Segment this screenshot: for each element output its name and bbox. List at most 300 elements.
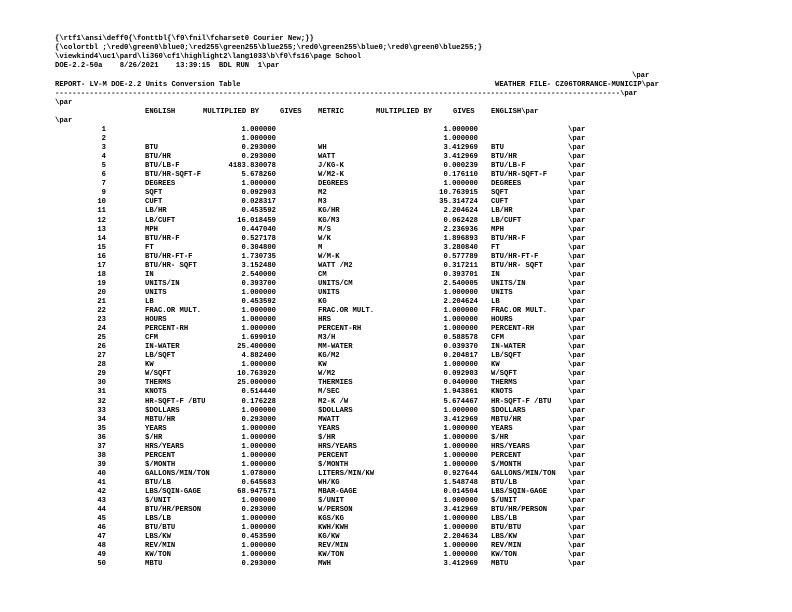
multiplier-2: 2.204634 [443, 533, 478, 542]
par-marker: \par [568, 352, 586, 361]
english-unit-back: BTU/HR/PERSON [491, 506, 548, 515]
rtf-header-line-2: {\colortbl ;\red0\green0\blue0;\red255\green255\blue255;\red0\green255\blue0;\red0\green0\blue255;} [55, 44, 483, 52]
multiplier-1: 0.453590 [241, 533, 276, 542]
multiplier-2: 2.540005 [443, 279, 478, 288]
par-marker: \par [568, 180, 586, 189]
english-unit: GALLONS/MIN/TON [145, 469, 210, 478]
multiplier-1: 1.000000 [241, 497, 276, 506]
report-title: REPORT- LV-M DOE-2.2 Units Conversion Table [55, 81, 241, 89]
english-unit-back: CFM [491, 334, 504, 343]
multiplier-1: 1.730735 [241, 252, 276, 261]
par-marker: \par [568, 216, 586, 225]
english-unit-back: PERCENT [491, 451, 522, 460]
par-marker: \par [568, 515, 586, 524]
multiplier-2: 1.000000 [443, 406, 478, 415]
par-marker: \par [568, 243, 586, 252]
multiplier-2: 2.204624 [443, 297, 478, 306]
multiplier-2: 0.039370 [443, 343, 478, 352]
multiplier-2: 0.577789 [443, 252, 478, 261]
row-index: 17 [97, 261, 106, 270]
row-index: 19 [97, 279, 106, 288]
par-marker: \par [568, 279, 586, 288]
par-marker: \par [568, 469, 586, 478]
col-metric: METRIC [318, 108, 344, 116]
multiplier-2: 1.000000 [443, 316, 478, 325]
english-unit-back: IN [491, 270, 500, 279]
english-unit-back: W/SQFT [491, 370, 517, 379]
english-unit: UNITS/IN [145, 279, 180, 288]
multiplier-2: 3.412969 [443, 153, 478, 162]
english-unit-back: KW/TON [491, 551, 517, 560]
par-marker: \par [568, 261, 586, 270]
english-unit-back: IN-WATER [491, 343, 526, 352]
metric-unit: M2 [318, 189, 327, 198]
english-unit: THERMS [145, 379, 171, 388]
english-unit: $/UNIT [145, 497, 171, 506]
multiplier-1: 1.000000 [241, 460, 276, 469]
english-unit: UNITS [145, 288, 167, 297]
metric-unit: KW/TON [318, 551, 344, 560]
english-unit: FRAC.OR MULT. [145, 307, 202, 315]
par-marker: \par [568, 370, 586, 379]
par-marker: \par [568, 297, 586, 306]
par-marker: \par [568, 270, 586, 279]
metric-unit: HRS/YEARS [318, 442, 357, 451]
row-index: 31 [97, 388, 106, 397]
row-index: 15 [97, 243, 106, 252]
english-unit-back: LB/CUFT [491, 216, 522, 225]
multiplier-2: 1.000000 [443, 180, 478, 189]
row-index: 1 [101, 126, 106, 134]
multiplier-2: 1.943861 [443, 388, 478, 397]
par-marker: \par [568, 153, 586, 162]
row-index: 28 [97, 361, 106, 370]
row-index: 2 [101, 135, 106, 144]
english-unit-back: $DOLLARS [491, 406, 526, 415]
multiplier-2: 1.000000 [443, 433, 478, 442]
multiplier-1: 0.293000 [241, 144, 276, 153]
multiplier-1: 1.000000 [241, 442, 276, 451]
multiplier-1: 4183.830078 [228, 162, 276, 171]
par-marker: \par [568, 415, 586, 424]
multiplier-1: 5.678260 [241, 171, 276, 180]
metric-unit: W/K [318, 234, 331, 243]
par-marker: \par [568, 497, 586, 506]
row-index: 16 [97, 252, 106, 261]
multiplier-1: 0.514440 [241, 388, 276, 397]
metric-unit: W/M2 [318, 370, 336, 379]
row-index: 18 [97, 270, 106, 279]
row-index: 35 [97, 424, 106, 433]
english-unit: LB/HR [145, 207, 167, 216]
par-marker: \par [568, 307, 586, 315]
par-marker: \par [568, 533, 586, 542]
run-info-line: DOE-2.2-50a 8/26/2021 13:39:15 BDL RUN 1\par [55, 62, 280, 70]
par-marker: \par [568, 252, 586, 261]
english-unit: BTU/HR- SQFT [145, 261, 197, 270]
par-marker: \par [568, 234, 586, 243]
multiplier-2: 0.062428 [443, 216, 478, 225]
metric-unit: REV/MIN [318, 542, 349, 551]
row-index: 39 [97, 460, 106, 469]
par-marker-before-rows: \par [55, 117, 73, 125]
row-index: 7 [101, 180, 106, 189]
english-unit-back: BTU/LB [491, 478, 517, 487]
english-unit-back: UNITS [491, 288, 513, 297]
english-unit-back: LBS/LB [491, 515, 517, 524]
english-unit-back: HOURS [491, 316, 513, 325]
english-unit: LB [145, 297, 154, 306]
row-index: 44 [97, 506, 106, 515]
multiplier-1: 0.447040 [241, 225, 276, 234]
english-unit-back: LBS/SQIN-GAGE [491, 488, 548, 496]
english-unit-back: GALLONS/MIN/TON [491, 469, 556, 478]
multiplier-2: 0.000239 [443, 162, 478, 171]
multiplier-1: 1.000000 [241, 126, 276, 134]
multiplier-2: 3.412969 [443, 560, 478, 569]
row-index: 40 [97, 469, 106, 478]
par-marker: \par [568, 316, 586, 325]
multiplier-2: 3.412969 [443, 506, 478, 515]
english-unit: W/SQFT [145, 370, 171, 379]
row-index: 41 [97, 478, 106, 487]
row-index: 9 [101, 189, 106, 198]
multiplier-1: 0.645683 [241, 478, 276, 487]
metric-unit: M [318, 243, 323, 252]
row-index: 32 [97, 397, 106, 406]
multiplier-1: 16.018459 [237, 216, 276, 225]
multiplier-1: 3.152480 [241, 261, 276, 270]
metric-unit: M2-K /W [318, 397, 349, 406]
metric-unit: MWH [318, 560, 331, 569]
par-marker: \par [568, 524, 586, 533]
metric-unit: DEGREES [318, 180, 349, 189]
english-unit: MBTU/HR [145, 415, 176, 424]
row-index: 6 [101, 171, 106, 180]
row-index: 47 [97, 533, 106, 542]
par-marker: \par [568, 442, 586, 451]
english-unit: BTU [145, 144, 158, 153]
english-unit-back: LB/SQFT [491, 352, 522, 361]
multiplier-1: 1.000000 [241, 288, 276, 297]
multiplier-1: 0.293000 [241, 415, 276, 424]
metric-unit: PERCENT [318, 451, 349, 460]
par-marker: \par [568, 433, 586, 442]
english-unit-back: LBS/KW [491, 533, 517, 542]
metric-unit: KG/KW [318, 533, 340, 542]
english-unit: BTU/LB [145, 478, 171, 487]
english-unit-back: BTU/LB-F [491, 162, 526, 171]
multiplier-1: 68.947571 [237, 488, 276, 496]
multiplier-2: 35.314724 [439, 198, 478, 207]
metric-unit: W/M2-K [318, 171, 344, 180]
multiplier-2: 1.000000 [443, 551, 478, 560]
metric-unit: $/MONTH [318, 460, 349, 469]
par-marker: \par [568, 406, 586, 415]
multiplier-2: 1.000000 [443, 126, 478, 134]
multiplier-2: 0.317211 [443, 261, 478, 270]
english-unit-back: KNOTS [491, 388, 513, 397]
english-unit: $/HR [145, 433, 163, 442]
english-unit-back: DEGREES [491, 180, 522, 189]
metric-unit: M/SEC [318, 388, 340, 397]
english-unit: HR-SQFT-F /BTU [145, 397, 206, 406]
par-marker: \par [568, 488, 586, 496]
multiplier-1: 1.000000 [241, 424, 276, 433]
english-unit-back: $/UNIT [491, 497, 517, 506]
metric-unit: KG/M3 [318, 216, 340, 225]
multiplier-1: 0.293000 [241, 153, 276, 162]
multiplier-2: 0.588578 [443, 334, 478, 343]
english-unit: MPH [145, 225, 158, 234]
english-unit-back: LB [491, 297, 500, 306]
multiplier-1: 0.028317 [241, 198, 276, 207]
metric-unit: KG [318, 297, 327, 306]
col-gives-2: GIVES [453, 108, 475, 116]
par-marker-after-rule: \par [55, 99, 73, 107]
metric-unit: UNITS [318, 288, 340, 297]
english-unit: KW [145, 361, 154, 370]
english-unit-back: REV/MIN [491, 542, 522, 551]
multiplier-1: 0.293000 [241, 506, 276, 515]
multiplier-2: 1.000000 [443, 451, 478, 460]
par-marker: \par [568, 225, 586, 234]
multiplier-1: 1.000000 [241, 361, 276, 370]
metric-unit: YEARS [318, 424, 340, 433]
english-unit-back: BTU/HR-SQFT-F [491, 171, 548, 180]
par-marker: \par [568, 325, 586, 334]
english-unit: LBS/KW [145, 533, 171, 542]
par-marker: \par [568, 162, 586, 171]
english-unit: $DOLLARS [145, 406, 180, 415]
multiplier-1: 1.000000 [241, 451, 276, 460]
multiplier-1: 1.000000 [241, 325, 276, 334]
multiplier-1: 1.000000 [241, 542, 276, 551]
multiplier-2: 3.412969 [443, 144, 478, 153]
row-index: 24 [97, 325, 106, 334]
multiplier-1: 10.763920 [237, 370, 276, 379]
row-index: 50 [97, 560, 106, 569]
metric-unit: UNITS/CM [318, 279, 353, 288]
row-index: 46 [97, 524, 106, 533]
par-marker: \par [568, 478, 586, 487]
row-index: 14 [97, 234, 106, 243]
multiplier-2: 1.000000 [443, 307, 478, 315]
multiplier-2: 0.204817 [443, 352, 478, 361]
metric-unit: LITERS/MIN/KW [318, 469, 375, 478]
row-index: 11 [97, 207, 106, 216]
multiplier-1: 1.078000 [241, 469, 276, 478]
multiplier-1: 0.393700 [241, 279, 276, 288]
metric-unit: M3/H [318, 334, 336, 343]
row-index: 22 [97, 307, 106, 315]
par-marker: \par [568, 189, 586, 198]
multiplier-1: 4.882400 [241, 352, 276, 361]
english-unit: MBTU [145, 560, 163, 569]
english-unit-back: THERMS [491, 379, 517, 388]
multiplier-2: 1.000000 [443, 460, 478, 469]
english-unit: LBS/SQIN-GAGE [145, 488, 202, 496]
col-multiplied-by-1: MULTIPLIED BY [203, 108, 260, 116]
row-index: 43 [97, 497, 106, 506]
row-index: 27 [97, 352, 106, 361]
english-unit: PERCENT [145, 451, 176, 460]
english-unit: LBS/LB [145, 515, 171, 524]
english-unit-back: SQFT [491, 189, 509, 198]
metric-unit: W/M-K [318, 252, 340, 261]
row-index: 36 [97, 433, 106, 442]
multiplier-2: 5.674467 [443, 397, 478, 406]
weather-file: WEATHER FILE- CZ06TORRANCE-MUNICIP\par [495, 81, 659, 89]
multiplier-2: 1.000000 [443, 361, 478, 370]
metric-unit: MWATT [318, 415, 340, 424]
separator-rule: -----------------------------------------------------------------------------------------------------------------------------------\par [55, 90, 638, 98]
english-unit: HOURS [145, 316, 167, 325]
english-unit: BTU/HR-F [145, 234, 180, 243]
metric-unit: M3 [318, 198, 327, 207]
row-index: 21 [97, 297, 106, 306]
row-index: 10 [97, 198, 106, 207]
english-unit-back: CUFT [491, 198, 509, 207]
multiplier-2: 3.280840 [443, 243, 478, 252]
row-index: 42 [97, 488, 106, 496]
english-unit: CFM [145, 334, 158, 343]
multiplier-1: 0.092903 [241, 189, 276, 198]
english-unit: SQFT [145, 189, 163, 198]
rtf-header-line-3: \viewkind4\uc1\pard\li360\cf1\highlight2\lang1033\b\f0\fs16\page School [55, 53, 362, 61]
metric-unit: CM [318, 270, 327, 279]
par-marker: \par [568, 560, 586, 569]
metric-unit: M/S [318, 225, 331, 234]
par-marker: \par [568, 424, 586, 433]
row-index: 12 [97, 216, 106, 225]
metric-unit: J/KG-K [318, 162, 344, 171]
par-marker: \par [568, 334, 586, 343]
english-unit-back: MBTU [491, 560, 509, 569]
multiplier-2: 1.896893 [443, 234, 478, 243]
english-unit: REV/MIN [145, 542, 176, 551]
row-index: 25 [97, 334, 106, 343]
english-unit: $/MONTH [145, 460, 176, 469]
par-marker: \par [568, 171, 586, 180]
multiplier-1: 2.540000 [241, 270, 276, 279]
multiplier-1: 0.453592 [241, 297, 276, 306]
multiplier-1: 25.000000 [237, 379, 276, 388]
multiplier-2: 0.176110 [443, 171, 478, 180]
par-marker: \par [568, 506, 586, 515]
multiplier-2: 10.763915 [439, 189, 478, 198]
row-index: 38 [97, 451, 106, 460]
multiplier-1: 0.453592 [241, 207, 276, 216]
row-index: 34 [97, 415, 106, 424]
english-unit-back: YEARS [491, 424, 513, 433]
row-index: 23 [97, 316, 106, 325]
multiplier-2: 1.000000 [443, 542, 478, 551]
english-unit-back: FT [491, 243, 500, 252]
english-unit: IN-WATER [145, 343, 180, 352]
par-marker: \par [568, 397, 586, 406]
par-marker: \par [568, 144, 586, 153]
multiplier-1: 0.527178 [241, 234, 276, 243]
multiplier-2: 3.412969 [443, 415, 478, 424]
metric-unit: KGS/KG [318, 515, 344, 524]
row-index: 33 [97, 406, 106, 415]
multiplier-2: 1.000000 [443, 524, 478, 533]
row-index: 37 [97, 442, 106, 451]
english-unit-back: $/HR [491, 433, 509, 442]
multiplier-2: 1.000000 [443, 424, 478, 433]
metric-unit: $/HR [318, 433, 336, 442]
metric-unit: FRAC.OR MULT. [318, 307, 375, 315]
multiplier-1: 25.400000 [237, 343, 276, 352]
row-index: 30 [97, 379, 106, 388]
multiplier-1: 1.000000 [241, 515, 276, 524]
metric-unit: $/UNIT [318, 497, 344, 506]
english-unit: YEARS [145, 424, 167, 433]
row-index: 3 [101, 144, 106, 153]
multiplier-2: 1.000000 [443, 515, 478, 524]
multiplier-1: 1.000000 [241, 316, 276, 325]
col-gives-1: GIVES [280, 108, 302, 116]
english-unit: KNOTS [145, 388, 167, 397]
row-index: 20 [97, 288, 106, 297]
par-marker: \par [568, 451, 586, 460]
par-marker: \par [568, 343, 586, 352]
english-unit-back: PERCENT-RH [491, 325, 535, 334]
metric-unit: HRS [318, 316, 331, 325]
multiplier-2: 0.393701 [443, 270, 478, 279]
row-index: 49 [97, 551, 106, 560]
row-index: 29 [97, 370, 106, 379]
english-unit-back: MPH [491, 225, 504, 234]
english-unit: BTU/HR [145, 153, 171, 162]
english-unit-back: KW [491, 361, 500, 370]
multiplier-2: 2.204624 [443, 207, 478, 216]
metric-unit: W/PERSON [318, 506, 353, 515]
english-unit-back: MBTU/HR [491, 415, 522, 424]
rtf-header-line-1: {\rtf1\ansi\deff0{\fonttbl{\f0\fnil\fcharset0 Courier New;}} [55, 35, 314, 43]
multiplier-2: 1.000000 [443, 497, 478, 506]
english-unit: BTU/HR-FT-F [145, 252, 193, 261]
multiplier-2: 1.000000 [443, 288, 478, 297]
col-english-par: ENGLISH\par [491, 108, 539, 116]
english-unit-back: BTU/BTU [491, 524, 522, 533]
english-unit: BTU/BTU [145, 524, 176, 533]
english-unit: PERCENT-RH [145, 325, 189, 334]
par-marker: \par [568, 361, 586, 370]
multiplier-2: 1.000000 [443, 325, 478, 334]
english-unit: LB/SQFT [145, 352, 176, 361]
multiplier-1: 0.293000 [241, 560, 276, 569]
english-unit: DEGREES [145, 180, 176, 189]
col-multiplied-by-2: MULTIPLIED BY [376, 108, 433, 116]
english-unit: KW/TON [145, 551, 171, 560]
multiplier-2: 2.236936 [443, 225, 478, 234]
multiplier-2: 0.092903 [443, 370, 478, 379]
metric-unit: MM-WATER [318, 343, 353, 352]
multiplier-1: 0.304800 [241, 243, 276, 252]
english-unit-back: BTU/HR [491, 153, 517, 162]
metric-unit: MBAR-GAGE [318, 488, 357, 496]
row-index: 13 [97, 225, 106, 234]
row-index: 45 [97, 515, 106, 524]
par-marker: \par [568, 126, 586, 134]
multiplier-1: 1.000000 [241, 406, 276, 415]
multiplier-1: 1.000000 [241, 433, 276, 442]
english-unit-back: LB/HR [491, 207, 513, 216]
multiplier-2: 0.927644 [443, 469, 478, 478]
row-index: 48 [97, 542, 106, 551]
